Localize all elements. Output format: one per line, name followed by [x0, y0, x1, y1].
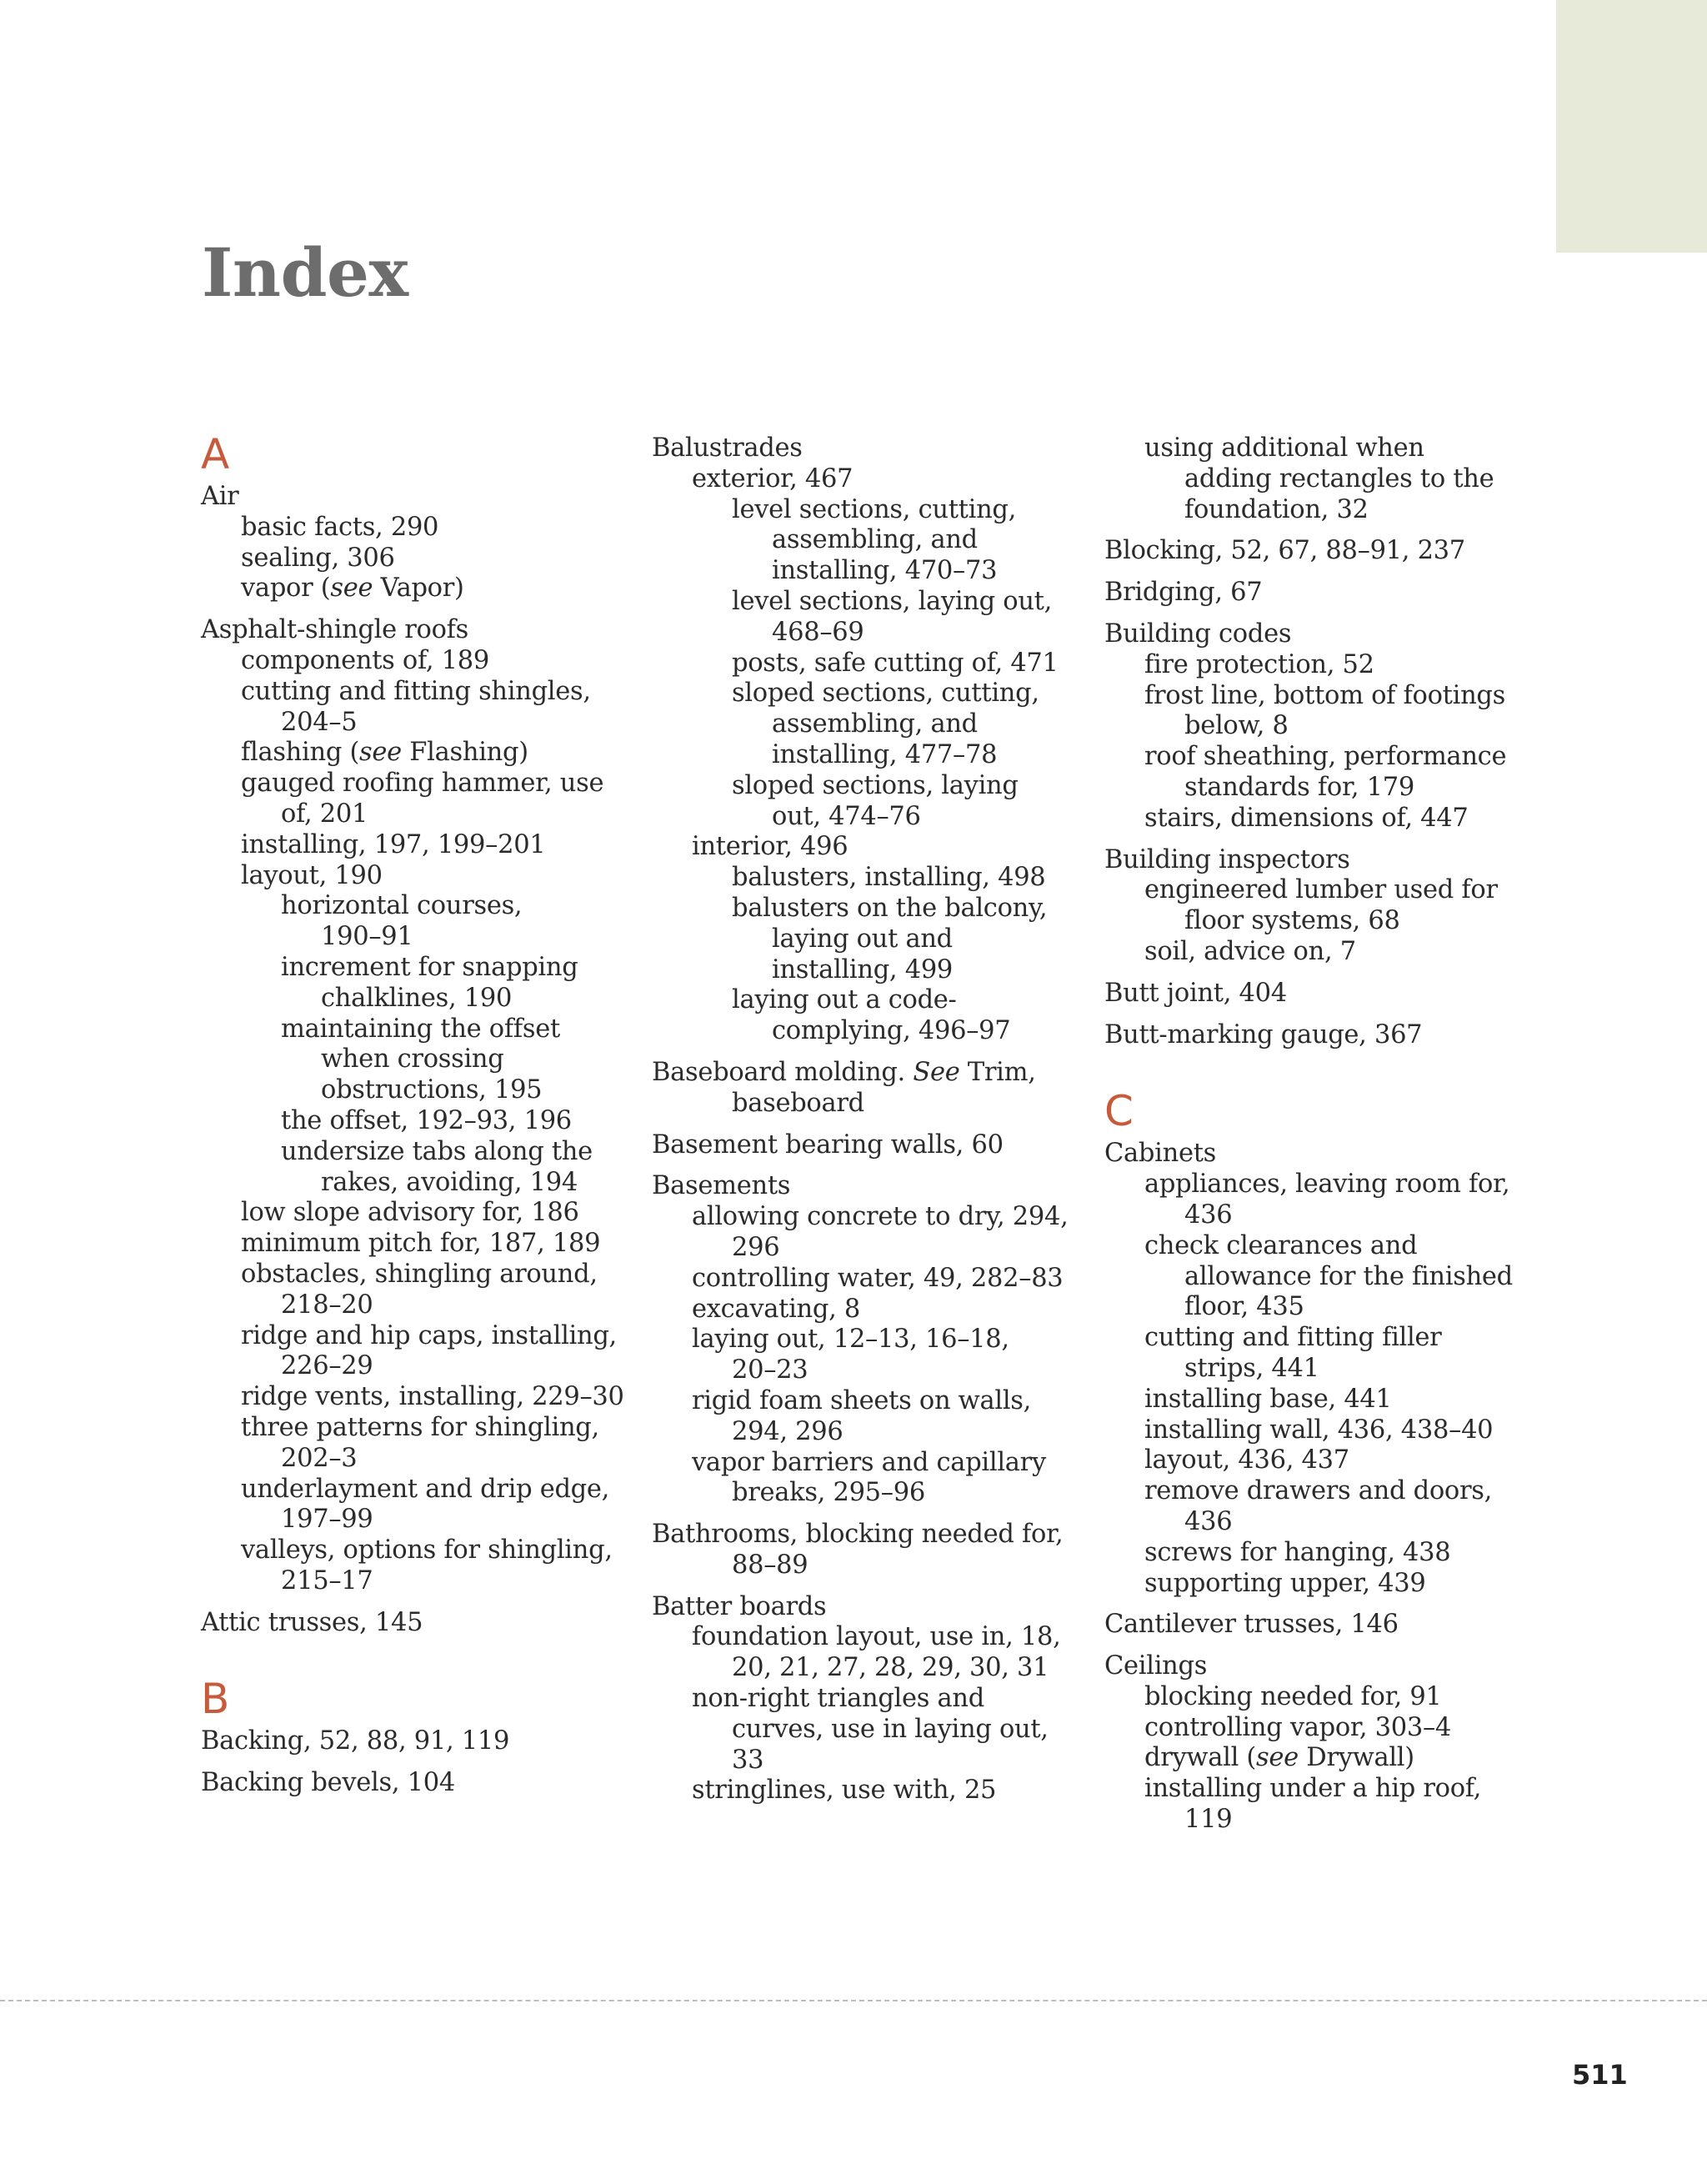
index-subterm: components of, 189	[241, 645, 489, 675]
footer-divider	[0, 2000, 1707, 2001]
index-subterm: screws for hanging, 438	[1144, 1537, 1451, 1567]
index-subterm: standards for, 179	[1184, 772, 1414, 802]
section-letter-c: C	[1104, 1087, 1134, 1136]
index-subterm: installing base, 441	[1144, 1384, 1392, 1414]
index-subterm: installing, 477–78	[772, 739, 998, 769]
index-subterm: roof sheathing, performance	[1144, 742, 1507, 772]
index-subterm: minimum pitch for, 187, 189	[241, 1229, 601, 1259]
index-subterm: obstructions, 195	[321, 1075, 543, 1105]
index-term: Backing, 52, 88, 91, 119	[201, 1726, 510, 1756]
index-subterm: installing under a hip roof,	[1144, 1774, 1482, 1804]
index-subterm: 218–20	[281, 1290, 373, 1320]
index-subterm: rakes, avoiding, 194	[321, 1167, 578, 1197]
corner-color-tab	[1556, 0, 1707, 253]
index-subterm: floor systems, 68	[1184, 906, 1400, 936]
index-subterm: cutting and fitting shingles,	[241, 676, 591, 706]
index-subterm: controlling water, 49, 282–83	[692, 1263, 1064, 1293]
index-term: Asphalt-shingle roofs	[201, 615, 469, 645]
index-subterm: curves, use in laying out,	[732, 1714, 1049, 1744]
index-subterm: installing, 470–73	[772, 556, 998, 586]
index-term: Bridging, 67	[1104, 578, 1263, 608]
index-entry	[652, 1592, 1069, 1807]
index-subterm: 190–91	[321, 922, 413, 952]
index-subterm: check clearances and	[1144, 1230, 1418, 1260]
index-entry	[201, 1768, 618, 1799]
index-subterm: laying out and	[772, 924, 953, 954]
index-subterm: 20, 21, 27, 28, 29, 30, 31	[732, 1653, 1049, 1683]
index-column-2	[652, 433, 1069, 1817]
index-entry	[201, 1726, 618, 1757]
index-term: Balustrades	[652, 433, 803, 463]
index-subterm: laying out a code-	[732, 985, 957, 1015]
index-entry	[1104, 433, 1538, 525]
index-entry	[652, 1171, 1069, 1509]
index-subterm: remove drawers and doors,	[1144, 1476, 1492, 1506]
index-term: Baseboard molding. See Trim,	[652, 1057, 1036, 1087]
index-entry	[1104, 1020, 1538, 1051]
index-subterm: baseboard	[732, 1088, 864, 1118]
index-entry	[201, 1608, 618, 1639]
index-term: Building codes	[1104, 619, 1292, 649]
index-subterm: sealing, 306	[241, 543, 395, 573]
index-subterm: laying out, 12–13, 16–18,	[692, 1325, 1009, 1355]
index-subterm: 294, 296	[732, 1416, 843, 1446]
index-subterm: foundation, 32	[1184, 494, 1369, 524]
index-subterm: low slope advisory for, 186	[241, 1198, 579, 1228]
index-subterm: 436	[1184, 1200, 1233, 1230]
index-subterm: soil, advice on, 7	[1144, 936, 1356, 966]
index-term: Batter boards	[652, 1591, 827, 1621]
index-term: Bathrooms, blocking needed for,	[652, 1520, 1064, 1550]
index-term: Basements	[652, 1171, 791, 1201]
index-subterm: stringlines, use with, 25	[692, 1776, 997, 1806]
index-subterm: undersize tabs along the	[281, 1136, 593, 1166]
index-subterm: 226–29	[281, 1351, 373, 1381]
index-subterm: level sections, laying out,	[732, 586, 1053, 616]
index-subterm: strips, 441	[1184, 1353, 1319, 1383]
index-entry	[1104, 536, 1538, 567]
index-subterm: foundation layout, use in, 18,	[692, 1622, 1061, 1652]
index-subterm: horizontal courses,	[281, 891, 523, 921]
index-entry	[1104, 1651, 1538, 1836]
index-term: Attic trusses, 145	[201, 1607, 423, 1637]
index-subterm: basic facts, 290	[241, 512, 439, 542]
index-subterm: 33	[732, 1745, 764, 1775]
index-subterm: frost line, bottom of footings	[1144, 680, 1505, 710]
index-subterm: sloped sections, laying	[732, 770, 1019, 800]
index-entry	[652, 1520, 1069, 1581]
index-subterm: installing, 499	[772, 954, 954, 984]
index-subterm: gauged roofing hammer, use	[241, 769, 604, 799]
index-subterm: 296	[732, 1232, 780, 1262]
index-term: Building inspectors	[1104, 844, 1350, 874]
page-title: Index	[202, 233, 408, 312]
index-column-3	[1104, 433, 1538, 1846]
index-subterm: increment for snapping	[281, 952, 578, 982]
index-subterm: 436	[1184, 1506, 1233, 1536]
index-term: Ceilings	[1104, 1651, 1208, 1681]
section-letter-a: A	[201, 430, 230, 478]
index-entry	[1104, 979, 1538, 1009]
index-subterm: 202–3	[281, 1443, 358, 1473]
index-subterm: when crossing	[321, 1044, 504, 1074]
index-entry	[1104, 619, 1538, 834]
index-subterm: three patterns for shingling,	[241, 1412, 599, 1442]
index-subterm: installing, 197, 199–201	[241, 829, 546, 859]
index-term: Cantilever trusses, 146	[1104, 1610, 1399, 1640]
index-subterm: allowing concrete to dry, 294,	[692, 1202, 1069, 1232]
index-subterm: balusters, installing, 498	[732, 863, 1046, 893]
index-term: Blocking, 52, 67, 88–91, 237	[1104, 536, 1465, 566]
index-subterm: below, 8	[1184, 711, 1289, 741]
index-subterm: assembling, and	[772, 525, 978, 555]
index-subterm: allowance for the finished	[1184, 1261, 1513, 1291]
index-subterm: of, 201	[281, 799, 368, 829]
index-subterm: breaks, 295–96	[732, 1478, 925, 1508]
index-subterm: complying, 496–97	[772, 1016, 1011, 1046]
index-subterm: 204–5	[281, 707, 358, 737]
index-subterm: layout, 436, 437	[1144, 1445, 1349, 1475]
index-entry	[201, 615, 624, 1597]
index-subterm: ridge vents, installing, 229–30	[241, 1382, 624, 1412]
section-letter-b: B	[201, 1675, 230, 1724]
index-entry	[1104, 845, 1538, 968]
index-subterm: supporting upper, 439	[1144, 1568, 1426, 1598]
index-subterm: installing wall, 436, 438–40	[1144, 1415, 1494, 1445]
index-entry	[1104, 1139, 1538, 1599]
index-subterm: the offset, 192–93, 196	[281, 1105, 572, 1135]
index-subterm: controlling vapor, 303–4	[1144, 1712, 1452, 1742]
index-subterm: 197–99	[281, 1505, 373, 1535]
index-subterm: adding rectangles to the	[1184, 463, 1494, 493]
index-entry	[652, 433, 1069, 1047]
index-entry	[652, 1130, 1069, 1161]
index-subterm: 88–89	[732, 1550, 808, 1580]
index-subterm: obstacles, shingling around,	[241, 1259, 598, 1289]
index-term: Backing bevels, 104	[201, 1768, 455, 1798]
index-subterm: engineered lumber used for	[1144, 875, 1498, 905]
index-subterm: 119	[1184, 1805, 1233, 1835]
index-subterm: chalklines, 190	[321, 983, 513, 1013]
index-entry	[1104, 1610, 1538, 1641]
index-subterm: ridge and hip caps, installing,	[241, 1320, 617, 1350]
index-term: Butt joint, 404	[1104, 978, 1287, 1008]
index-subterm: exterior, 467	[692, 463, 854, 493]
index-subterm: balusters on the balcony,	[732, 893, 1048, 923]
page-number: 511	[1572, 2059, 1628, 2091]
index-column-1	[201, 430, 624, 1810]
index-term: Basement bearing walls, 60	[652, 1130, 1004, 1160]
index-subterm: fire protection, 52	[1144, 649, 1374, 679]
index-subterm: non-right triangles and	[692, 1684, 984, 1714]
index-entry	[652, 1058, 1069, 1120]
index-subterm: cutting and fitting filler	[1144, 1323, 1442, 1353]
index-subterm: level sections, cutting,	[732, 494, 1017, 524]
index-subterm: out, 474–76	[772, 801, 921, 831]
index-term: Cabinets	[1104, 1139, 1217, 1169]
index-subterm: posts, safe cutting of, 471	[732, 648, 1059, 678]
index-subterm: assembling, and	[772, 709, 978, 739]
index-subterm: layout, 190	[241, 860, 383, 890]
index-subterm: vapor (see Vapor)	[241, 574, 464, 604]
index-subterm: excavating, 8	[692, 1294, 861, 1324]
index-subterm: vapor barriers and capillary	[692, 1447, 1046, 1477]
index-subterm: appliances, leaving room for,	[1144, 1170, 1510, 1200]
index-subterm: rigid foam sheets on walls,	[692, 1385, 1032, 1415]
index-subterm: 20–23	[732, 1355, 808, 1385]
index-subterm: maintaining the offset	[281, 1014, 560, 1044]
index-term: Butt-marking gauge, 367	[1104, 1019, 1423, 1049]
index-subterm: blocking needed for, 91	[1144, 1681, 1442, 1711]
index-subterm: flashing (see Flashing)	[241, 738, 528, 768]
index-subterm: interior, 496	[692, 832, 848, 862]
index-term: Air	[201, 482, 239, 511]
index-subterm: using additional when	[1144, 433, 1424, 463]
index-subterm: valleys, options for shingling,	[241, 1535, 613, 1565]
index-subterm: underlayment and drip edge,	[241, 1474, 610, 1504]
index-subterm: floor, 435	[1184, 1292, 1304, 1322]
index-subterm: 215–17	[281, 1565, 373, 1595]
index-entry	[201, 482, 618, 604]
index-subterm: sloped sections, cutting,	[732, 679, 1039, 709]
index-subterm: drywall (see Drywall)	[1144, 1743, 1414, 1773]
index-subterm: 468–69	[772, 617, 864, 647]
index-subterm: stairs, dimensions of, 447	[1144, 803, 1469, 833]
index-entry	[1104, 578, 1538, 609]
